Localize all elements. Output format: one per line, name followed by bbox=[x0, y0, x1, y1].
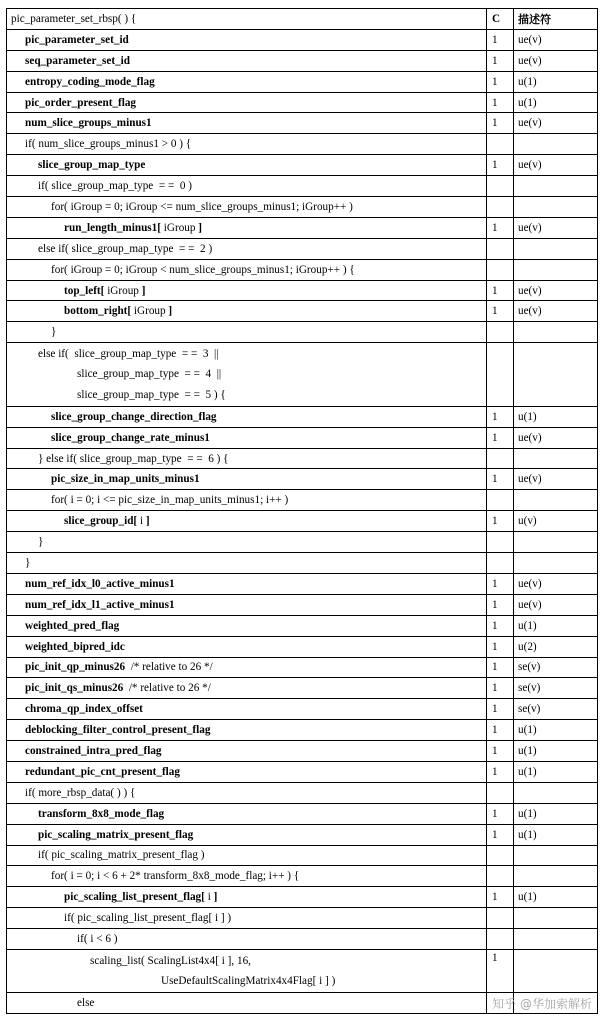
category-cell: 1 bbox=[487, 113, 514, 134]
syntax-row bbox=[7, 343, 598, 407]
category-cell bbox=[487, 908, 514, 929]
syntax-line bbox=[11, 620, 482, 632]
syntax-cell bbox=[7, 490, 487, 511]
category-cell bbox=[487, 929, 514, 950]
syntax-cell bbox=[7, 866, 487, 887]
syntax-row bbox=[7, 615, 598, 636]
syntax-row bbox=[7, 887, 598, 908]
syntax-line bbox=[11, 326, 482, 338]
syntax-cell bbox=[7, 720, 487, 741]
syntax-line bbox=[11, 952, 482, 972]
category-cell: 1 bbox=[487, 699, 514, 720]
syntax-element-name: ] bbox=[145, 515, 150, 528]
syntax-code-text: if( i < 6 ) bbox=[77, 933, 118, 946]
syntax-line bbox=[11, 432, 482, 444]
syntax-row bbox=[7, 594, 598, 615]
syntax-row bbox=[7, 469, 598, 490]
syntax-cell bbox=[7, 71, 487, 92]
syntax-element-name: top_left[ bbox=[64, 284, 105, 297]
syntax-line bbox=[11, 808, 482, 820]
descriptor-cell: ue(v) bbox=[514, 29, 598, 50]
syntax-line bbox=[11, 138, 482, 150]
category-cell bbox=[487, 866, 514, 887]
syntax-line bbox=[11, 453, 482, 465]
syntax-row bbox=[7, 761, 598, 782]
syntax-code-text: if( pic_scaling_matrix_present_flag ) bbox=[38, 849, 205, 862]
syntax-line bbox=[11, 222, 482, 234]
syntax-code-text: else if( slice_group_map_type = = 2 ) bbox=[38, 242, 213, 255]
syntax-code-text: for( i = 0; i <= pic_size_in_map_units_minus1; i++ ) bbox=[51, 494, 289, 507]
syntax-cell bbox=[7, 678, 487, 699]
syntax-element-name: pic_scaling_list_present_flag[ bbox=[64, 891, 205, 904]
syntax-cell bbox=[7, 887, 487, 908]
category-cell: 1 bbox=[487, 469, 514, 490]
syntax-element-name: pic_parameter_set_id bbox=[25, 33, 129, 46]
syntax-code-text: i bbox=[204, 891, 214, 904]
category-cell bbox=[487, 322, 514, 343]
syntax-element-name: deblocking_filter_control_present_flag bbox=[25, 724, 211, 737]
syntax-row bbox=[7, 427, 598, 448]
syntax-line bbox=[11, 745, 482, 757]
syntax-cell bbox=[7, 50, 487, 71]
syntax-code-text: UseDefaultScalingMatrix4x4Flag[ i ] ) bbox=[161, 975, 336, 988]
syntax-element-name: entropy_coding_mode_flag bbox=[25, 75, 155, 88]
syntax-row bbox=[7, 176, 598, 197]
syntax-line bbox=[11, 870, 482, 882]
syntax-code-text: if( slice_group_map_type = = 0 ) bbox=[38, 180, 192, 193]
descriptor-cell bbox=[514, 134, 598, 155]
syntax-element-name: pic_scaling_matrix_present_flag bbox=[38, 828, 194, 841]
category-cell bbox=[487, 343, 514, 407]
descriptor-column-header: 描述符 bbox=[514, 9, 598, 30]
syntax-row bbox=[7, 301, 598, 322]
syntax-line bbox=[11, 243, 482, 255]
syntax-cell bbox=[7, 782, 487, 803]
syntax-line bbox=[11, 305, 482, 317]
syntax-line bbox=[11, 682, 482, 694]
syntax-row bbox=[7, 259, 598, 280]
syntax-line bbox=[11, 159, 482, 171]
category-cell bbox=[487, 532, 514, 553]
syntax-cell bbox=[7, 176, 487, 197]
category-cell bbox=[487, 845, 514, 866]
syntax-cell bbox=[7, 448, 487, 469]
syntax-line bbox=[11, 703, 482, 715]
category-cell: 1 bbox=[487, 29, 514, 50]
syntax-line bbox=[11, 536, 482, 548]
syntax-table bbox=[6, 8, 598, 1014]
c-column-header: C bbox=[487, 9, 514, 30]
syntax-cell bbox=[7, 113, 487, 134]
syntax-row bbox=[7, 511, 598, 532]
descriptor-cell bbox=[514, 782, 598, 803]
syntax-line bbox=[11, 365, 482, 385]
syntax-row bbox=[7, 532, 598, 553]
syntax-cell bbox=[7, 908, 487, 929]
syntax-cell bbox=[7, 553, 487, 574]
syntax-element-name: slice_group_change_direction_flag bbox=[51, 410, 217, 423]
syntax-element-name: num_ref_idx_l1_active_minus1 bbox=[25, 598, 175, 611]
syntax-row bbox=[7, 636, 598, 657]
syntax-element-name: ] bbox=[168, 305, 173, 318]
syntax-element-name: constrained_intra_pred_flag bbox=[25, 745, 162, 757]
syntax-line bbox=[11, 912, 482, 924]
syntax-code-text: for( iGroup = 0; iGroup <= num_slice_groups_minus1; iGroup++ ) bbox=[51, 200, 353, 213]
descriptor-cell: u(2) bbox=[514, 636, 598, 657]
syntax-cell bbox=[7, 615, 487, 636]
category-cell bbox=[487, 259, 514, 280]
syntax-cell bbox=[7, 761, 487, 782]
syntax-element-name: slice_group_change_rate_minus1 bbox=[51, 431, 210, 444]
syntax-code-text: for( iGroup = 0; iGroup < num_slice_groups_minus1; iGroup++ ) { bbox=[51, 263, 355, 276]
category-cell: 1 bbox=[487, 657, 514, 678]
syntax-code-text: } else if( slice_group_map_type = = 6 ) { bbox=[38, 452, 229, 465]
category-cell: 1 bbox=[487, 71, 514, 92]
syntax-row bbox=[7, 699, 598, 720]
descriptor-cell: u(1) bbox=[514, 887, 598, 908]
syntax-line bbox=[11, 557, 482, 569]
syntax-line bbox=[11, 599, 482, 611]
category-cell: 1 bbox=[487, 720, 514, 741]
syntax-row bbox=[7, 322, 598, 343]
descriptor-cell bbox=[514, 866, 598, 887]
descriptor-cell bbox=[514, 908, 598, 929]
descriptor-cell: u(1) bbox=[514, 761, 598, 782]
descriptor-cell: u(1) bbox=[514, 615, 598, 636]
syntax-code-text: for( i = 0; i < 6 + 2* transform_8x8_mode_flag; i++ ) { bbox=[51, 870, 300, 883]
syntax-element-name: weighted_pred_flag bbox=[25, 619, 120, 632]
syntax-line bbox=[11, 264, 482, 276]
syntax-element-name: pic_init_qs_minus26 bbox=[25, 682, 124, 695]
syntax-row bbox=[7, 657, 598, 678]
syntax-element-name: chroma_qp_index_offset bbox=[25, 703, 143, 716]
syntax-row bbox=[7, 134, 598, 155]
syntax-line bbox=[11, 891, 482, 903]
descriptor-cell bbox=[514, 448, 598, 469]
descriptor-cell: u(v) bbox=[514, 511, 598, 532]
syntax-row bbox=[7, 824, 598, 845]
syntax-cell bbox=[7, 845, 487, 866]
syntax-line bbox=[11, 578, 482, 590]
descriptor-cell: u(1) bbox=[514, 92, 598, 113]
syntax-cell bbox=[7, 699, 487, 720]
category-cell bbox=[487, 134, 514, 155]
syntax-cell bbox=[7, 949, 487, 992]
syntax-element-name: seq_parameter_set_id bbox=[25, 54, 131, 67]
category-cell bbox=[487, 238, 514, 259]
syntax-row bbox=[7, 29, 598, 50]
descriptor-cell: se(v) bbox=[514, 699, 598, 720]
descriptor-cell: u(1) bbox=[514, 803, 598, 824]
syntax-row bbox=[7, 866, 598, 887]
syntax-code-text: if( num_slice_groups_minus1 > 0 ) { bbox=[25, 138, 192, 151]
syntax-row bbox=[7, 741, 598, 762]
syntax-element-name: redundant_pic_cnt_present_flag bbox=[25, 765, 180, 778]
syntax-element-name: ] bbox=[141, 284, 146, 297]
descriptor-cell bbox=[514, 949, 598, 992]
syntax-line bbox=[11, 285, 482, 297]
syntax-line bbox=[11, 972, 482, 992]
syntax-cell bbox=[7, 134, 487, 155]
category-cell: 1 bbox=[487, 678, 514, 699]
syntax-row bbox=[7, 238, 598, 259]
syntax-cell bbox=[7, 741, 487, 762]
syntax-element-name: run_length_minus1[ bbox=[64, 221, 161, 234]
descriptor-cell: ue(v) bbox=[514, 217, 598, 238]
category-cell: 1 bbox=[487, 741, 514, 762]
syntax-cell bbox=[7, 532, 487, 553]
descriptor-cell: ue(v) bbox=[514, 50, 598, 71]
descriptor-cell: u(1) bbox=[514, 720, 598, 741]
descriptor-cell bbox=[514, 929, 598, 950]
descriptor-cell: ue(v) bbox=[514, 427, 598, 448]
descriptor-cell: se(v) bbox=[514, 678, 598, 699]
syntax-line bbox=[11, 180, 482, 192]
syntax-cell bbox=[7, 657, 487, 678]
category-cell: 1 bbox=[487, 803, 514, 824]
syntax-line bbox=[11, 386, 482, 406]
descriptor-cell: ue(v) bbox=[514, 573, 598, 594]
descriptor-cell: u(1) bbox=[514, 741, 598, 762]
descriptor-cell: se(v) bbox=[514, 657, 598, 678]
header-row bbox=[7, 9, 598, 30]
syntax-line bbox=[11, 97, 482, 109]
category-cell bbox=[487, 197, 514, 218]
category-cell: 1 bbox=[487, 949, 514, 992]
descriptor-cell: ue(v) bbox=[514, 594, 598, 615]
category-cell: 1 bbox=[487, 406, 514, 427]
syntax-code-text: slice_group_map_type = = 5 ) { bbox=[77, 388, 226, 401]
syntax-code-text: iGroup bbox=[160, 221, 199, 234]
category-cell bbox=[487, 490, 514, 511]
category-cell bbox=[487, 553, 514, 574]
zhihu-watermark: 知乎 @华加索解析 bbox=[492, 997, 592, 1011]
category-cell bbox=[487, 176, 514, 197]
category-cell: 1 bbox=[487, 301, 514, 322]
syntax-cell bbox=[7, 280, 487, 301]
syntax-cell bbox=[7, 636, 487, 657]
syntax-code-text: i bbox=[137, 515, 146, 528]
descriptor-cell: u(1) bbox=[514, 824, 598, 845]
category-cell: 1 bbox=[487, 636, 514, 657]
syntax-row bbox=[7, 929, 598, 950]
category-cell: 1 bbox=[487, 887, 514, 908]
syntax-line bbox=[11, 494, 482, 506]
descriptor-cell: ue(v) bbox=[514, 113, 598, 134]
syntax-line bbox=[11, 34, 482, 46]
category-cell: 1 bbox=[487, 280, 514, 301]
syntax-line bbox=[11, 766, 482, 778]
category-cell: 1 bbox=[487, 50, 514, 71]
syntax-code-text: if( pic_scaling_list_present_flag[ i ] ) bbox=[64, 912, 232, 925]
syntax-row bbox=[7, 217, 598, 238]
syntax-line bbox=[11, 829, 482, 841]
syntax-line bbox=[11, 76, 482, 88]
descriptor-cell: ue(v) bbox=[514, 301, 598, 322]
syntax-line bbox=[11, 345, 482, 365]
descriptor-cell bbox=[514, 553, 598, 574]
descriptor-cell bbox=[514, 259, 598, 280]
syntax-code-text: scaling_list( ScalingList4x4[ i ], 16, bbox=[90, 954, 251, 967]
category-cell: 1 bbox=[487, 615, 514, 636]
syntax-code-text: if( more_rbsp_data( ) ) { bbox=[25, 786, 136, 799]
syntax-line bbox=[11, 117, 482, 129]
syntax-line bbox=[11, 411, 482, 423]
syntax-cell bbox=[7, 155, 487, 176]
syntax-cell bbox=[7, 238, 487, 259]
category-cell bbox=[487, 448, 514, 469]
syntax-line bbox=[11, 201, 482, 213]
syntax-line bbox=[11, 661, 482, 673]
category-cell: 1 bbox=[487, 217, 514, 238]
syntax-code-text: /* relative to 26 */ bbox=[125, 661, 213, 674]
syntax-line bbox=[11, 641, 482, 653]
syntax-element-name: pic_init_qp_minus26 bbox=[25, 661, 126, 674]
syntax-code-text: } bbox=[51, 326, 57, 339]
syntax-row bbox=[7, 71, 598, 92]
syntax-code-text: } bbox=[38, 536, 44, 549]
syntax-line bbox=[11, 473, 482, 485]
syntax-row bbox=[7, 720, 598, 741]
syntax-element-name: num_ref_idx_l0_active_minus1 bbox=[25, 577, 175, 590]
syntax-row bbox=[7, 803, 598, 824]
syntax-cell bbox=[7, 29, 487, 50]
syntax-row bbox=[7, 845, 598, 866]
descriptor-cell bbox=[514, 176, 598, 197]
syntax-code-text: iGroup bbox=[104, 284, 142, 297]
syntax-row bbox=[7, 573, 598, 594]
syntax-element-name: bottom_right[ bbox=[64, 305, 132, 318]
syntax-element-name: slice_group_id[ bbox=[64, 515, 138, 528]
category-cell: 1 bbox=[487, 824, 514, 845]
syntax-row bbox=[7, 50, 598, 71]
syntax-cell bbox=[7, 511, 487, 532]
syntax-cell bbox=[7, 217, 487, 238]
syntax-element-name: transform_8x8_mode_flag bbox=[38, 807, 165, 820]
syntax-element-name: pic_order_present_flag bbox=[25, 96, 137, 109]
category-cell bbox=[487, 782, 514, 803]
syntax-row bbox=[7, 155, 598, 176]
syntax-row bbox=[7, 406, 598, 427]
syntax-cell bbox=[7, 469, 487, 490]
syntax-line bbox=[11, 997, 482, 1009]
syntax-element-name: pic_size_in_map_units_minus1 bbox=[51, 473, 200, 486]
descriptor-cell bbox=[514, 845, 598, 866]
syntax-row bbox=[7, 448, 598, 469]
syntax-cell bbox=[7, 343, 487, 407]
syntax-cell bbox=[7, 259, 487, 280]
syntax-cell bbox=[7, 803, 487, 824]
syntax-line bbox=[11, 515, 482, 527]
descriptor-cell bbox=[514, 532, 598, 553]
category-cell: 1 bbox=[487, 92, 514, 113]
descriptor-cell bbox=[514, 490, 598, 511]
syntax-code-text: /* relative to 26 */ bbox=[123, 682, 211, 695]
syntax-cell bbox=[7, 824, 487, 845]
syntax-element-name: slice_group_map_type bbox=[38, 159, 146, 172]
category-cell: 1 bbox=[487, 594, 514, 615]
syntax-line bbox=[11, 933, 482, 945]
category-cell: 1 bbox=[487, 511, 514, 532]
syntax-row bbox=[7, 280, 598, 301]
syntax-element-name: weighted_bipred_idc bbox=[25, 640, 125, 653]
descriptor-cell: u(1) bbox=[514, 71, 598, 92]
syntax-element-name: ] bbox=[213, 891, 218, 904]
syntax-code-text: else bbox=[77, 997, 95, 1010]
syntax-cell bbox=[7, 322, 487, 343]
descriptor-cell: ue(v) bbox=[514, 469, 598, 490]
category-cell: 1 bbox=[487, 155, 514, 176]
category-cell: 1 bbox=[487, 427, 514, 448]
syntax-header: pic_parameter_set_rbsp( ) { bbox=[7, 9, 487, 30]
syntax-row bbox=[7, 113, 598, 134]
syntax-row bbox=[7, 553, 598, 574]
syntax-cell bbox=[7, 573, 487, 594]
syntax-cell bbox=[7, 929, 487, 950]
descriptor-cell: u(1) bbox=[514, 406, 598, 427]
syntax-row bbox=[7, 908, 598, 929]
descriptor-cell bbox=[514, 197, 598, 218]
syntax-cell bbox=[7, 993, 487, 1014]
syntax-code-text: else if( slice_group_map_type = = 3 || bbox=[38, 348, 219, 361]
descriptor-cell bbox=[514, 238, 598, 259]
syntax-cell bbox=[7, 427, 487, 448]
syntax-row bbox=[7, 197, 598, 218]
descriptor-cell bbox=[514, 343, 598, 407]
descriptor-cell: ue(v) bbox=[514, 280, 598, 301]
syntax-row bbox=[7, 678, 598, 699]
category-cell: 1 bbox=[487, 761, 514, 782]
syntax-code-text: } bbox=[25, 556, 31, 569]
syntax-cell bbox=[7, 197, 487, 218]
syntax-row bbox=[7, 92, 598, 113]
syntax-line bbox=[11, 55, 482, 67]
syntax-cell bbox=[7, 406, 487, 427]
syntax-cell bbox=[7, 301, 487, 322]
descriptor-cell bbox=[514, 322, 598, 343]
syntax-row bbox=[7, 949, 598, 992]
syntax-line bbox=[11, 849, 482, 861]
syntax-row bbox=[7, 782, 598, 803]
descriptor-cell: ue(v) bbox=[514, 155, 598, 176]
syntax-line bbox=[11, 724, 482, 736]
syntax-element-name: num_slice_groups_minus1 bbox=[25, 117, 152, 130]
category-cell: 1 bbox=[487, 573, 514, 594]
syntax-cell bbox=[7, 594, 487, 615]
syntax-cell bbox=[7, 92, 487, 113]
syntax-row bbox=[7, 490, 598, 511]
syntax-code-text: iGroup bbox=[131, 305, 169, 318]
syntax-element-name: ] bbox=[198, 221, 203, 234]
syntax-line bbox=[11, 787, 482, 799]
syntax-code-text: slice_group_map_type = = 4 || bbox=[77, 368, 222, 381]
